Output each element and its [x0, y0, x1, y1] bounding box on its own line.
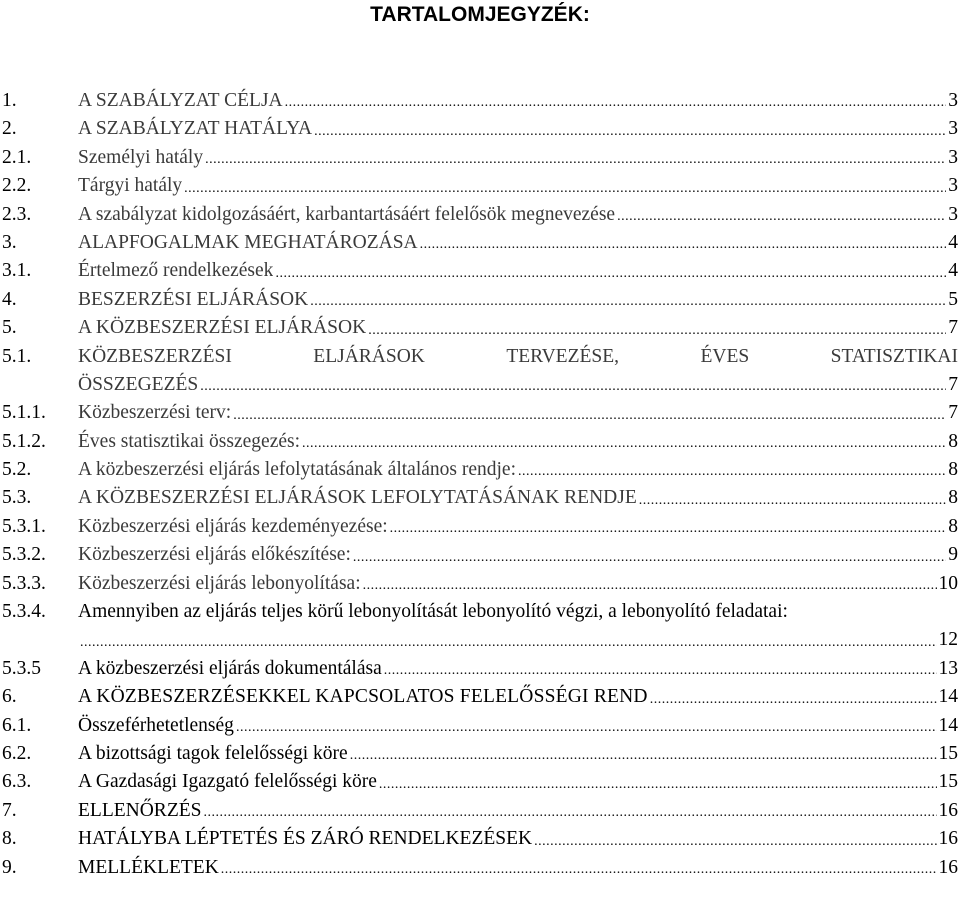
dot-leader [420, 229, 947, 257]
title-word: STATISZTIKAI [830, 345, 958, 367]
toc-entry-number: 5.3. [2, 487, 32, 509]
toc-entry-page: 8 [948, 430, 958, 452]
toc-entry-title: A SZABÁLYZAT HATÁLYA [78, 118, 313, 140]
dot-leader [534, 825, 936, 853]
toc-entry-page: 12 [938, 629, 958, 651]
toc-entry-3-1[interactable] [0, 257, 960, 285]
toc-entry-page: 4 [948, 231, 958, 253]
toc-entry-9[interactable] [0, 854, 960, 882]
toc-entry-3[interactable] [0, 229, 960, 257]
toc-entry-page: 3 [948, 203, 958, 225]
toc-entry-page: 3 [948, 175, 958, 197]
toc-entry-5-2[interactable] [0, 456, 960, 484]
toc-entry-number: 6.2. [2, 742, 32, 764]
toc-entry-number: 7. [2, 799, 17, 821]
toc-entry-title [78, 343, 960, 371]
toc-entry-page: 13 [938, 657, 958, 679]
toc-entry-2[interactable] [0, 115, 960, 143]
toc-entry-number: 2.3. [2, 203, 32, 225]
toc-entry-number: 3.1. [2, 260, 32, 282]
toc-entry-title: Közbeszerzési eljárás kezdeményezése: [78, 515, 388, 537]
dot-leader [368, 314, 946, 342]
dot-leader [650, 683, 937, 711]
toc-entry-number: 6. [2, 686, 17, 708]
toc-entry-5-3-1[interactable] [0, 513, 960, 541]
toc-entry-number: 8. [2, 828, 17, 850]
toc-entry-title: A KÖZBESZERZÉSEKKEL KAPCSOLATOS FELELŐSSÉGI REND [78, 686, 648, 708]
toc-entry-6-3[interactable] [0, 768, 960, 796]
toc-entry-title: Éves statisztikai összegezés: [78, 430, 301, 452]
toc-entry-page: 16 [938, 856, 958, 878]
dot-leader [363, 570, 937, 598]
toc-entry-5-1-2[interactable] [0, 428, 960, 456]
toc-entry-page: 7 [948, 402, 958, 424]
toc-entry-number: 1. [2, 90, 17, 111]
title-word: ELJÁRÁSOK [313, 345, 425, 367]
dot-leader [350, 740, 937, 768]
toc-entry-page: 7 [948, 317, 958, 339]
dot-leader [275, 257, 946, 285]
toc-entry-5-1-line1[interactable] [0, 343, 960, 371]
toc-entry-page: 5 [948, 288, 958, 310]
toc-entry-4[interactable] [0, 286, 960, 314]
toc-entry-2-2[interactable] [0, 172, 960, 200]
dot-leader [353, 541, 946, 569]
toc-entry-title: A KÖZBESZERZÉSI ELJÁRÁSOK [78, 317, 367, 339]
toc-entry-title: A szabályzat kidolgozásáért, karbantartásáért felelősök megnevezése [78, 203, 616, 225]
toc-entry-title-continued: ÖSSZEGEZÉS [78, 373, 199, 395]
toc-entry-number: 9. [2, 856, 17, 878]
toc-entry-5[interactable] [0, 314, 960, 342]
toc-entry-title: Közbeszerzési eljárás előkészítése: [78, 544, 351, 566]
toc-entry-number: 5.1.2. [2, 430, 46, 452]
toc-entry-2-3[interactable] [0, 201, 960, 229]
toc-entry-number: 2.2. [2, 175, 32, 197]
dot-leader [200, 371, 946, 399]
toc-entry-number: 2. [2, 118, 17, 140]
toc-entry-title: A KÖZBESZERZÉSI ELJÁRÁSOK LEFOLYTATÁSÁNAK RENDJE [78, 487, 637, 509]
toc-entry-7[interactable] [0, 797, 960, 825]
toc-entry-page: 15 [938, 742, 958, 764]
toc-entry-number: 5.3.1. [2, 515, 46, 537]
toc-entry-title: HATÁLYBA LÉPTETÉS ÉS ZÁRÓ RENDELKEZÉSEK [78, 828, 533, 850]
dot-leader [302, 428, 946, 456]
toc-entry-page: 3 [948, 118, 958, 140]
dot-leader [221, 854, 937, 882]
toc-entry-1[interactable] [0, 87, 960, 115]
toc-entry-number: 4. [2, 288, 17, 310]
dot-leader [384, 655, 937, 683]
toc-entry-page: 8 [948, 459, 958, 481]
toc-entry-title: ALAPFOGALMAK MEGHATÁROZÁSA [78, 231, 418, 253]
toc-entry-title: Közbeszerzési terv: [78, 402, 232, 424]
toc-entry-page: 9 [948, 544, 958, 566]
dot-leader [184, 172, 946, 200]
toc-entry-title: Közbeszerzési eljárás lebonyolítása: [78, 572, 361, 594]
toc-entry-number: 5.3.4. [2, 601, 46, 623]
toc-entry-number: 5.1.1. [2, 402, 46, 424]
table-of-contents [0, 87, 960, 882]
toc-entry-5-1-1[interactable] [0, 399, 960, 427]
toc-entry-number: 5. [2, 317, 17, 339]
title-word: ÉVES [700, 345, 750, 367]
toc-entry-8[interactable] [0, 825, 960, 853]
dot-leader [310, 286, 946, 314]
dot-leader [203, 797, 936, 825]
toc-entry-6[interactable] [0, 683, 960, 711]
toc-entry-6-1[interactable] [0, 712, 960, 740]
toc-entry-page: 15 [938, 771, 958, 793]
toc-entry-page: 10 [938, 572, 958, 594]
toc-entry-page: 8 [948, 487, 958, 509]
toc-entry-5-3-4-line1[interactable] [0, 598, 960, 626]
dot-leader [233, 399, 946, 427]
toc-entry-title: MELLÉKLETEK [78, 856, 219, 878]
toc-entry-5-3[interactable] [0, 484, 960, 512]
toc-entry-page: 16 [938, 828, 958, 850]
toc-entry-title: A Gazdasági Igazgató felelősségi köre [78, 771, 377, 793]
toc-entry-page: 3 [948, 90, 958, 111]
toc-entry-number: 6.3. [2, 771, 32, 793]
toc-entry-number: 5.3.2. [2, 544, 46, 566]
title-word: KÖZBESZERZÉSI [78, 345, 232, 367]
toc-entry-2-1[interactable] [0, 144, 960, 172]
toc-entry-5-3-2[interactable] [0, 541, 960, 569]
toc-entry-page: 14 [938, 714, 958, 736]
toc-entry-title: Amennyiben az eljárás teljes körű lebonyolítását lebonyolító végzi, a lebonyolító feladatai: [78, 601, 788, 623]
toc-entry-number: 2.1. [2, 146, 32, 168]
toc-entry-title: Értelmező rendelkezések [78, 260, 274, 282]
toc-title: TARTALOMJEGYZÉK: [370, 3, 590, 26]
toc-entry-title: A bizottsági tagok felelősségi köre [78, 742, 348, 764]
toc-entry-5-3-3[interactable] [0, 570, 960, 598]
toc-entry-title: A közbeszerzési eljárás lefolytatásának általános rendje: [78, 459, 517, 481]
toc-entry-title: ELLENŐRZÉS [78, 799, 202, 821]
toc-entry-title: A SZABÁLYZAT CÉLJA [78, 90, 283, 111]
dot-leader [314, 115, 946, 143]
dot-leader [617, 201, 946, 229]
toc-entry-page: 3 [948, 146, 958, 168]
dot-leader [390, 513, 947, 541]
toc-entry-5-3-4-line2[interactable] [0, 626, 960, 654]
toc-entry-title: Tárgyi hatály [78, 175, 183, 197]
toc-entry-number: 5.2. [2, 459, 32, 481]
toc-entry-number: 5.3.5 [2, 657, 41, 679]
toc-entry-number: 6.1. [2, 714, 32, 736]
dot-leader [285, 87, 947, 115]
toc-entry-page: 8 [948, 515, 958, 537]
toc-entry-page: 14 [938, 686, 958, 708]
toc-entry-6-2[interactable] [0, 740, 960, 768]
dot-leader [236, 712, 937, 740]
toc-entry-number: 3. [2, 231, 17, 253]
title-word: TERVEZÉSE, [506, 345, 620, 367]
toc-entry-number: 5.1. [2, 345, 32, 367]
dot-leader [80, 626, 937, 654]
toc-entry-5-3-5[interactable] [0, 655, 960, 683]
toc-entry-page: 16 [938, 799, 958, 821]
toc-entry-number: 5.3.3. [2, 572, 46, 594]
dot-leader [205, 144, 946, 172]
toc-entry-5-1-line2[interactable] [0, 371, 960, 399]
toc-entry-title: A közbeszerzési eljárás dokumentálása [78, 657, 382, 679]
toc-entry-title: BESZERZÉSI ELJÁRÁSOK [78, 288, 309, 310]
toc-entry-title: Személyi hatály [78, 146, 204, 168]
toc-entry-page: 7 [948, 373, 958, 395]
toc-entry-page: 4 [948, 260, 958, 282]
dot-leader [379, 768, 937, 796]
dot-leader [518, 456, 946, 484]
dot-leader [639, 484, 947, 512]
toc-entry-title: Összeférhetetlenség [78, 714, 234, 736]
